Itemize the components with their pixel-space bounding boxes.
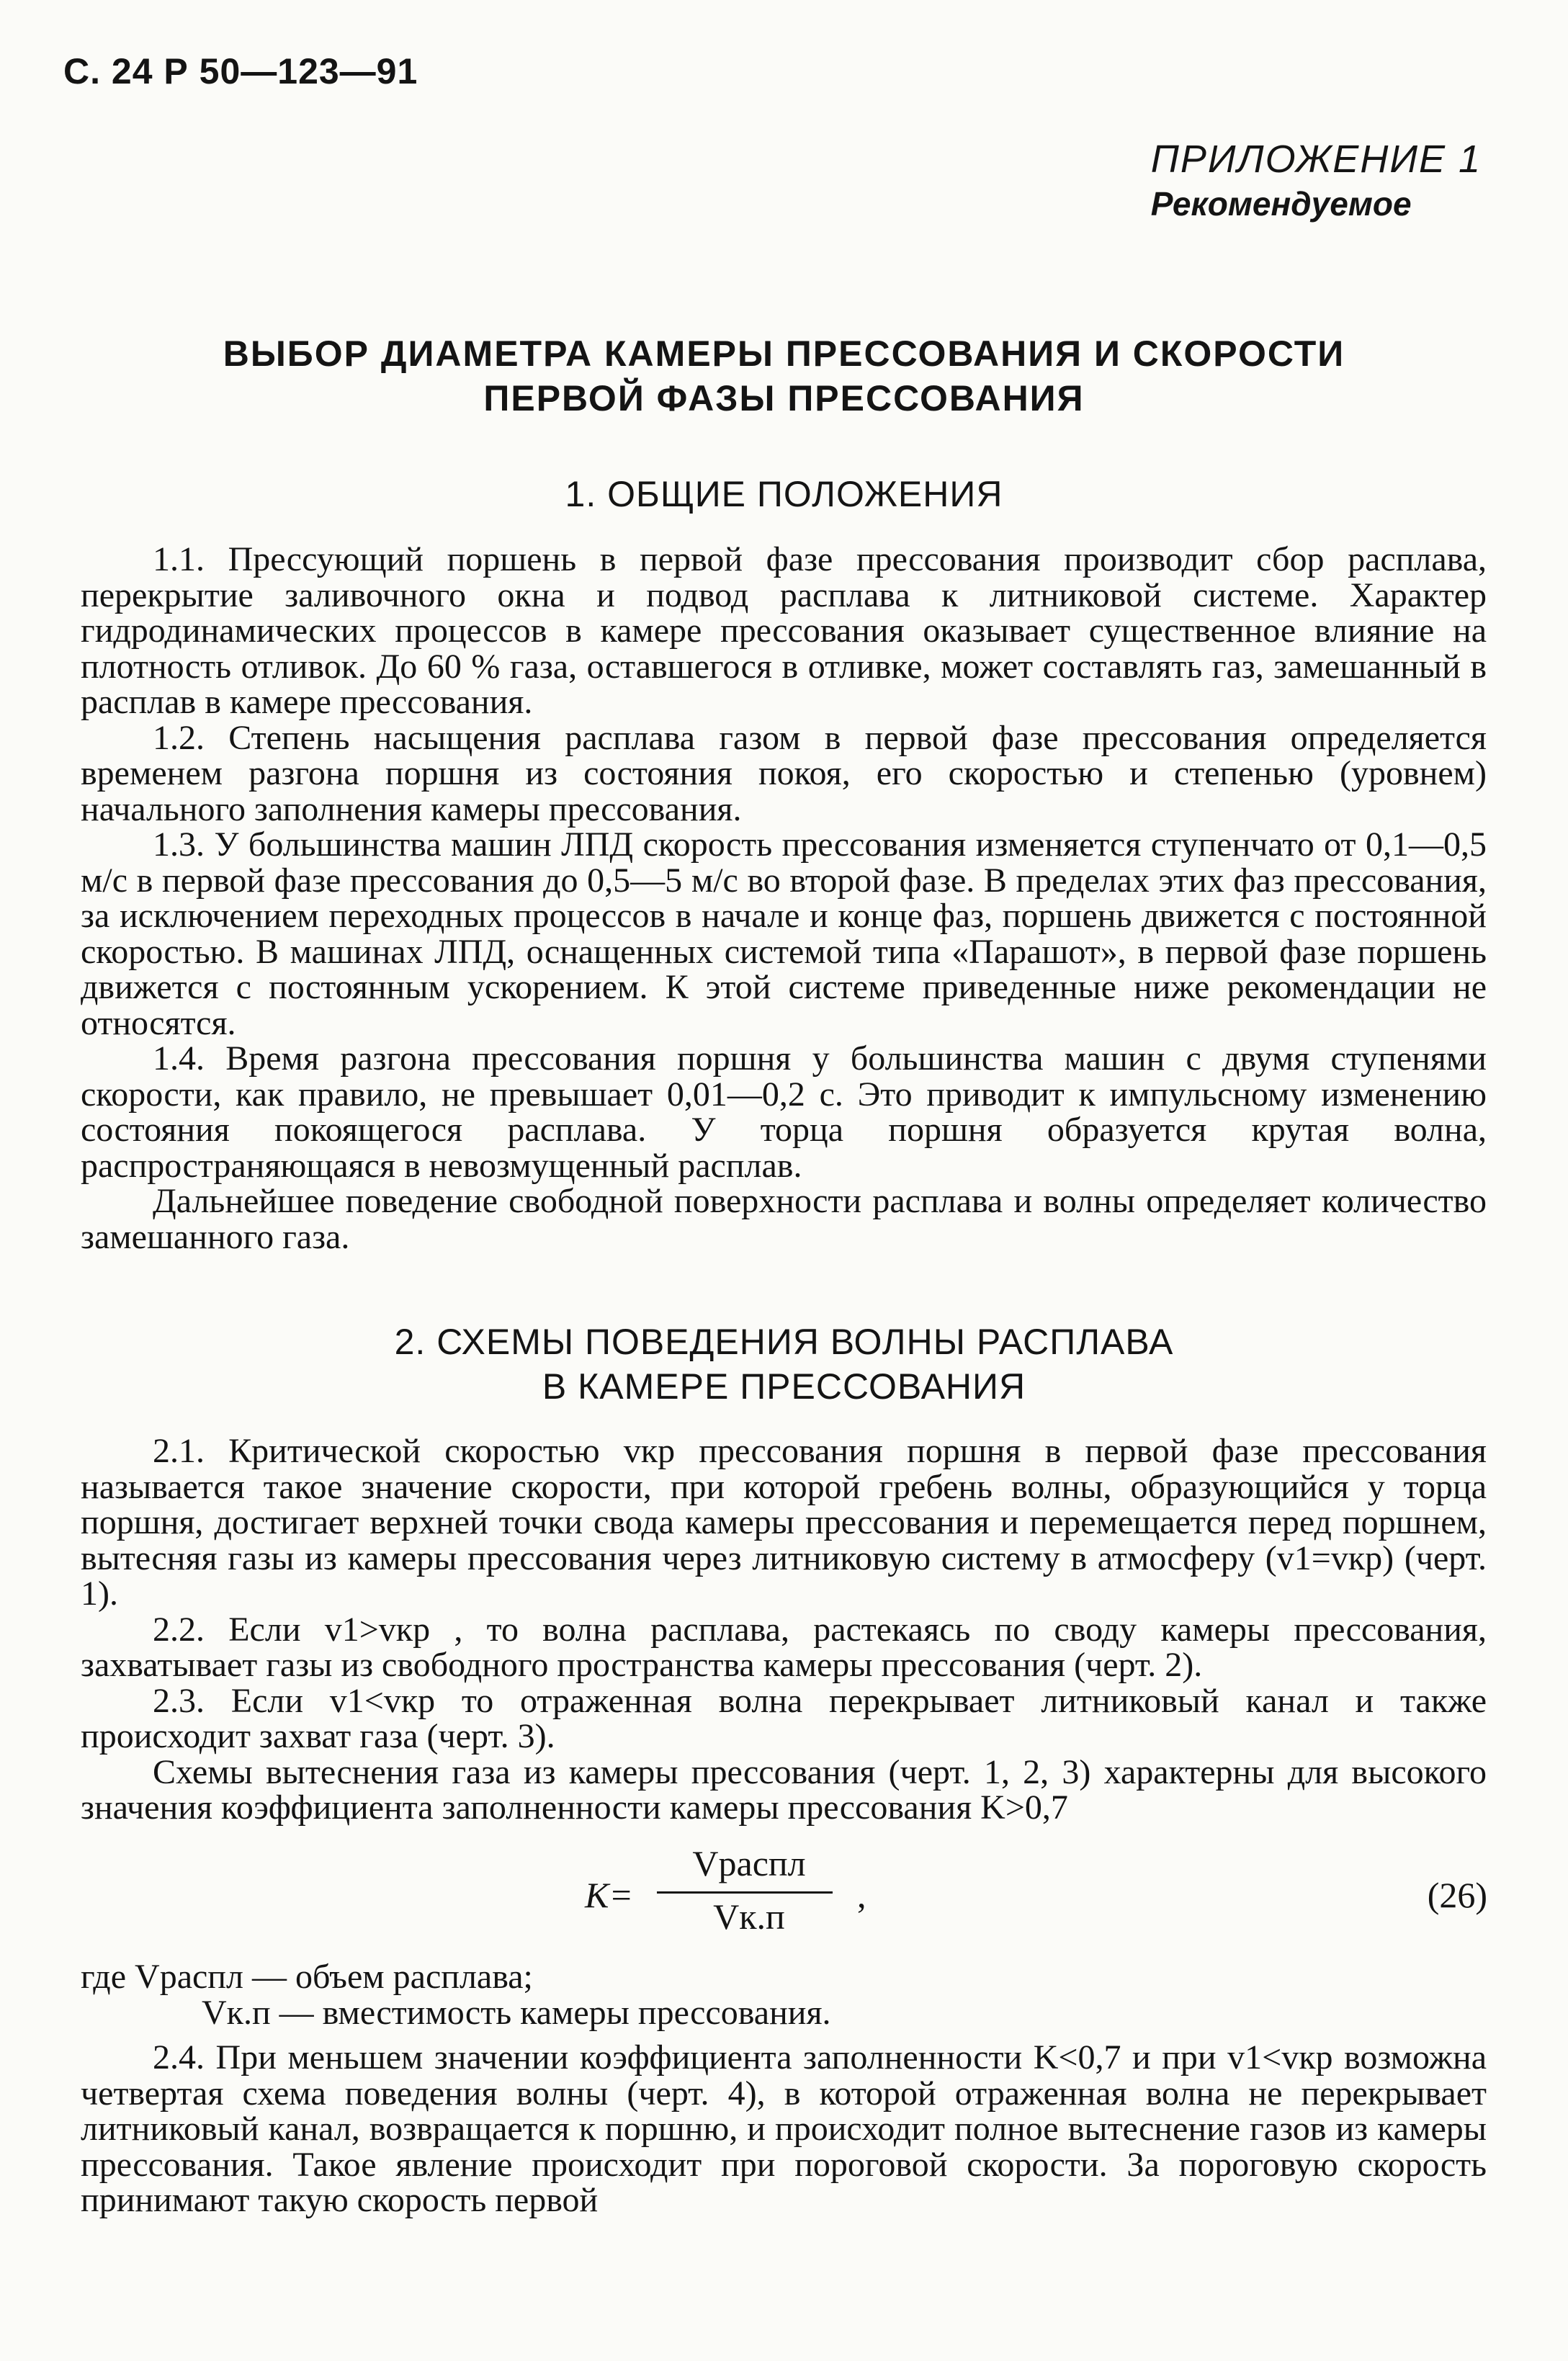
formula-lhs: K=: [585, 1875, 634, 1915]
paragraph-1-4-continued: Дальнейшее поведение свободной поверхности расплава и волны определяет количество замешанного газа.: [81, 1182, 1487, 1256]
legend-line-1: где Vраспл — объем расплава;: [81, 1958, 533, 1996]
paragraph-1-2: 1.2. Степень насыщения расплава газом в первой фазе прессования определяется временем разгона поршня из состояния покоя, его скоростью и степенью (уровнем) начального заполнения камеры прессования.: [81, 718, 1487, 828]
paragraph-1-4: 1.4. Время разгона прессования поршня у большинства машин с двумя ступенями скорости, как правило, не превышает 0,01—0,2 с. Это приводит к импульсному изменению состояния покоящегося расплава. У торца поршня образуется крутая волна, распространяющаяся в невозмущенный расплав.: [81, 1039, 1487, 1185]
paragraph-1-1: 1.1. Прессующий поршень в первой фазе прессования производит сбор расплава, перекрытие заливочного окна и подвод расплава к литниковой системе. Характер гидродинамических процессов в камере прессования оказывает существенное влияние на плотность отливок. До 60 % газа, оставшегося в отливке, может составлять газ, замешанный в расплав в камере прессования.: [81, 540, 1487, 721]
formula-numerator: Vраспл: [692, 1843, 806, 1883]
formula-26: [0, 1842, 1568, 1943]
section-2-heading-line-1: 2. СХЕМЫ ПОВЕДЕНИЯ ВОЛНЫ РАСПЛАВА: [394, 1322, 1174, 1362]
section-2-heading-line-2: В КАМЕРЕ ПРЕССОВАНИЯ: [542, 1366, 1026, 1407]
title-line-2: ПЕРВОЙ ФАЗЫ ПРЕССОВАНИЯ: [483, 378, 1085, 418]
page-header: С. 24 Р 50—123—91: [63, 51, 418, 91]
document-title: [0, 331, 1568, 421]
paragraph-2-3: 2.3. Если v1<vкр то отраженная волна перекрывает литниковый канал и также происходит захват газа (черт. 3).: [81, 1681, 1487, 1755]
appendix-number: ПРИЛОЖЕНИЕ 1: [1150, 138, 1482, 181]
formula-legend: [81, 1959, 831, 2031]
section-2-body: [81, 1433, 1487, 1826]
paragraph-schemes: Схемы вытеснения газа из камеры прессования (черт. 1, 2, 3) характерны для высокого значения коэффициента заполненности камеры прессования K>0,7: [81, 1752, 1487, 1827]
paragraph-1-3: 1.3. У большинства машин ЛПД скорость прессования изменяется ступенчато от 0,1—0,5 м/с в первой фазе прессования до 0,5—5 м/с во второй фазе. В пределах этих фаз прессования, за исключением переходных процессов в начале и конце фаз, поршень движется с постоянной скоростью. В машинах ЛПД, оснащенных системой типа «Парашот», в первой фазе поршень движется с постоянным ускорением. К этой системе приведенные ниже рекомендации не относятся.: [81, 825, 1487, 1042]
legend-line-2: Vк.п — вместимость камеры прессования.: [202, 1994, 831, 2032]
title-line-1: ВЫБОР ДИАМЕТРА КАМЕРЫ ПРЕССОВАНИЯ И СКОРОСТИ: [223, 333, 1345, 374]
section-1-body: [81, 542, 1487, 1255]
section-2-heading: [0, 1320, 1568, 1409]
section-1-heading: 1. ОБЩИЕ ПОЛОЖЕНИЯ: [565, 474, 1003, 514]
paragraph-2-1: 2.1. Критической скоростью vкр прессования поршня в первой фазе прессования называется такое значение скорости, при которой гребень волны, образующийся у торца поршня, достигает верхней точки свода камеры прессования и перемещается перед поршнем, вытесняя газы из камеры прессования через литниковую систему в атмосферу (v1=vкр) (черт. 1).: [81, 1432, 1487, 1613]
appendix-type: Рекомендуемое: [1150, 185, 1412, 223]
fraction-bar: [657, 1891, 833, 1894]
formula-comma: ,: [857, 1875, 866, 1915]
paragraph-2-4: 2.4. При меньшем значении коэффициента заполненности K<0,7 и при v1<vкр возможна четвертая схема поведения волны (черт. 4), в которой отраженная волна не перекрывает литниковый канал, возвращается к поршню, и происходит полное вытеснение газов из камеры прессования. Такое явление происходит при пороговой скорости. За пороговую скорость принимают такую скорость первой: [81, 2038, 1487, 2219]
appendix-label: [1151, 137, 1482, 223]
section-2-body-continued: [81, 2040, 1487, 2218]
formula-number: (26): [1427, 1875, 1487, 1915]
paragraph-2-2: 2.2. Если v1>vкр , то волна расплава, растекаясь по своду камеры прессования, захватывает газы из свободного пространства камеры прессования (черт. 2).: [81, 1610, 1487, 1684]
formula-denominator: Vк.п: [713, 1896, 785, 1937]
